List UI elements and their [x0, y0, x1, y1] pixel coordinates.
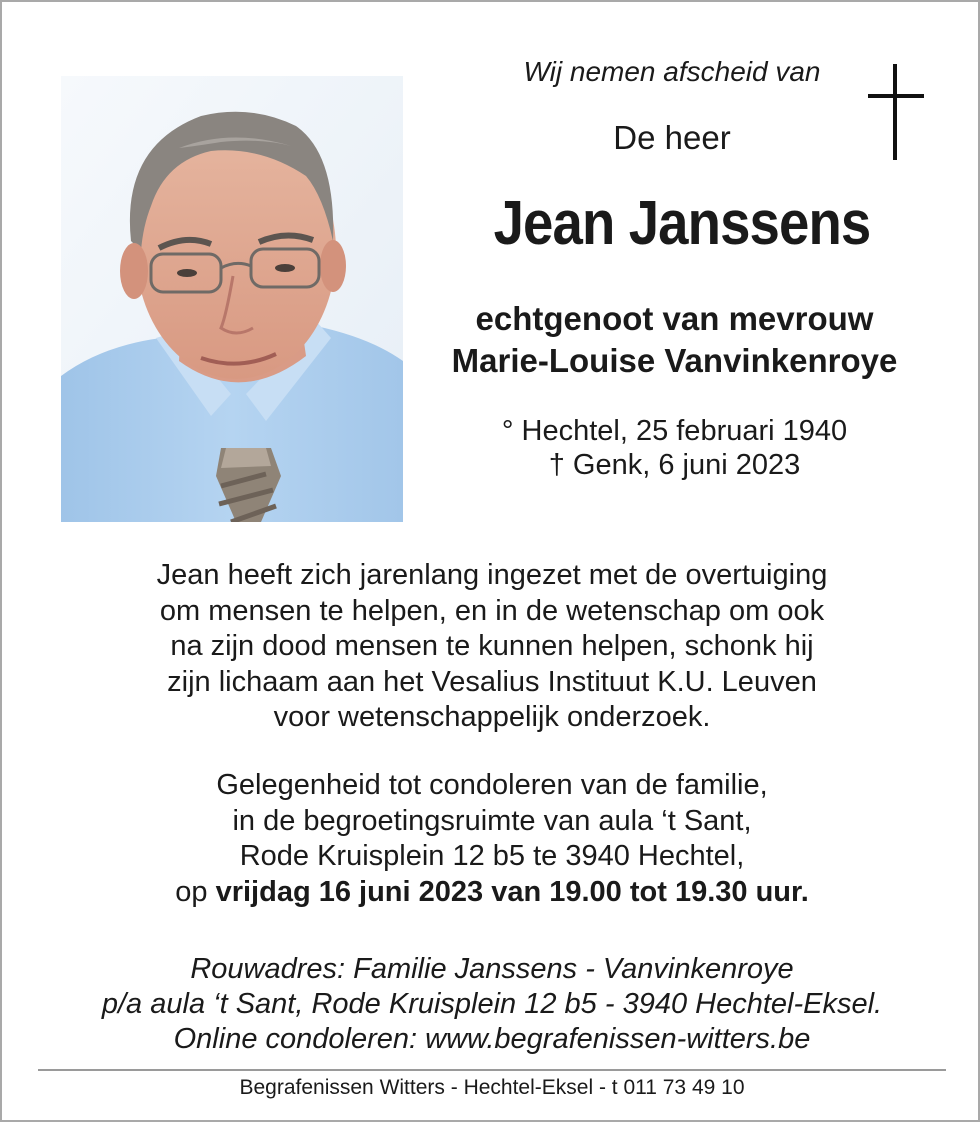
tribute-line: Jean heeft zich jarenlang ingezet met de overtuiging — [156, 559, 828, 591]
condolence-prefix: op — [175, 875, 208, 908]
spouse-block — [422, 298, 927, 382]
condolence-date: vrijdag 16 juni 2023 van 19.00 tot 19.30 uur. — [215, 875, 809, 908]
tribute-text — [42, 558, 942, 736]
intro-text: Wij nemen afscheid van — [523, 56, 821, 87]
deceased-name: Jean Janssens — [493, 189, 871, 258]
life-dates — [422, 414, 927, 482]
tribute-line: voor wetenschappelijk onderzoek. — [273, 701, 711, 733]
funeral-home-footer: Begrafenissen Witters - Hechtel-Eksel - t 011 73 49 10 — [239, 1076, 745, 1099]
online-condolence-line: Online condoleren: www.begrafenissen-witters.be — [173, 1023, 811, 1055]
portrait-photo — [61, 76, 403, 522]
death-date: † Genk, 6 juni 2023 — [548, 449, 801, 481]
birth-date: ° Hechtel, 25 februari 1940 — [501, 415, 848, 447]
spouse-line-1: echtgenoot van mevrouw — [475, 300, 874, 337]
tribute-line: na zijn dood mensen te kunnen helpen, schonk hij — [170, 630, 814, 662]
tribute-line: om mensen te helpen, en in de wetenschap om ook — [159, 594, 825, 627]
condolence-info — [42, 768, 942, 910]
mourning-address — [42, 952, 942, 1057]
tribute-line: zijn lichaam aan het Vesalius Instituut K.U. Leuven — [167, 665, 817, 698]
condolence-line: in de begroetingsruimte van aula ‘t Sant, — [232, 804, 752, 837]
spouse-line-2: Marie-Louise Vanvinkenroye — [451, 342, 898, 379]
condolence-date-line — [42, 875, 942, 911]
cross-icon — [868, 64, 924, 160]
footer-divider — [38, 1069, 946, 1071]
condolence-line: Gelegenheid tot condoleren van de familie, — [216, 769, 768, 801]
honorific: De heer — [613, 119, 731, 156]
address-line: Rouwadres: Familie Janssens - Vanvinkenroye — [190, 953, 794, 985]
address-line: p/a aula ‘t Sant, Rode Kruisplein 12 b5 - 3940 Hechtel-Eksel. — [101, 988, 883, 1020]
condolence-line: Rode Kruisplein 12 b5 te 3940 Hechtel, — [239, 840, 745, 872]
